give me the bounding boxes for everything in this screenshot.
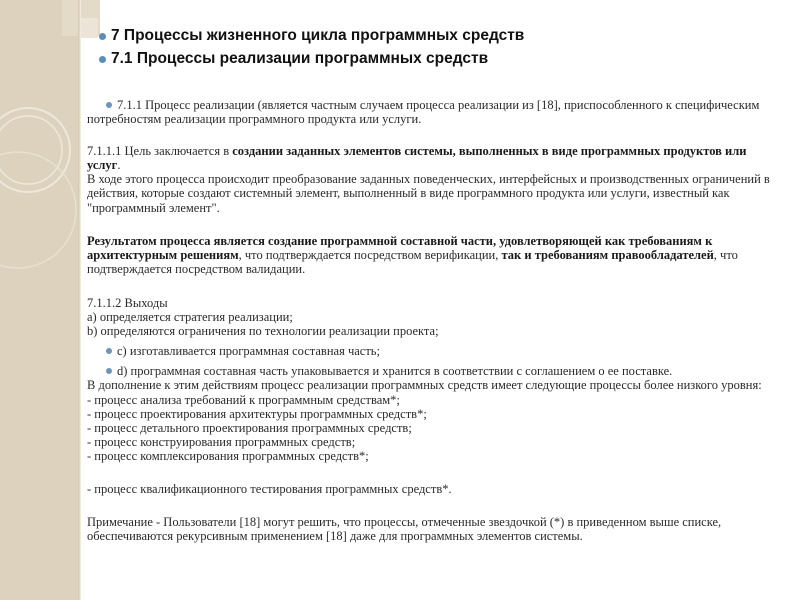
- bullet-icon: [99, 56, 106, 63]
- subprocess-2: - процесс проектирования архитектуры программных средств*;: [87, 406, 427, 421]
- subprocess-5: - процесс комплексирования программных средств*;: [87, 448, 369, 463]
- subprocess-4: - процесс конструирования программных средств;: [87, 434, 356, 449]
- output-a: a) определяется стратегия реализации;: [87, 310, 293, 325]
- bullet-icon: [106, 348, 112, 354]
- bullet-icon: [106, 368, 112, 374]
- subprocess-1: - процесс анализа требований к программным средствам*;: [87, 392, 400, 407]
- decorative-circles: [0, 0, 78, 600]
- sidebar-edge: [78, 0, 81, 600]
- output-d: d) программная составная часть упаковывается и хранится в соответствии с соглашением о ее поставке.: [87, 364, 777, 378]
- heading-1: 7 Процессы жизненного цикла программных средств: [111, 27, 524, 45]
- paragraph-result: Результатом процесса является создание программной составной части, удовлетворяющей как требованиям к архитектурным решениям, что подтверждается посредством верификации, так и требованиям правообладателей, что подтверждается посредством валидации.: [87, 233, 738, 276]
- paragraph-implementation: 7.1.1 Процесс реализации (является частным случаем процесса реализации из [18], приспособленного к специфическим потребностям реализации программного продукта или услуги.: [87, 98, 760, 127]
- paragraph-transformation: В ходе этого процесса происходит преобразование заданных поведенческих, интерфейсных и производственных ограничений в действия, которые создают системный элемент, выполненный в виде программного продукта или услуги, известный как "программный элемент".: [87, 172, 770, 215]
- paragraph-goal: 7.1.1.1 Цель заключается в создании заданных элементов системы, выполненных в виде программных продуктов или услуг.: [87, 144, 747, 173]
- slide-content: [87, 0, 787, 600]
- body-text: [87, 98, 777, 543]
- decorative-sidebar: [0, 0, 78, 600]
- subprocess-3: - процесс детального проектирования программных средств;: [87, 420, 412, 435]
- output-b: b) определяются ограничения по технологии реализации проекта;: [87, 324, 439, 339]
- outputs-title: 7.1.1.2 Выходы: [87, 295, 168, 310]
- output-c: c) изготавливается программная составная часть;: [87, 344, 777, 358]
- paragraph-lower-processes: В дополнение к этим действиям процесс реализации программных средств имеет следующие процессы более низкого уровня:: [87, 378, 762, 393]
- note: Примечание - Пользователи [18] могут решить, что процессы, отмеченные звездочкой (*) в приведенном выше списке, обеспечиваются рекурсивным применением [18] даже для программных элементов системы.: [87, 515, 722, 544]
- bullet-icon: [99, 33, 106, 40]
- heading-2: 7.1 Процессы реализации программных средств: [111, 50, 488, 68]
- subprocess-6: - процесс квалификационного тестирования программных средств*.: [87, 481, 452, 496]
- bullet-icon: [106, 102, 112, 108]
